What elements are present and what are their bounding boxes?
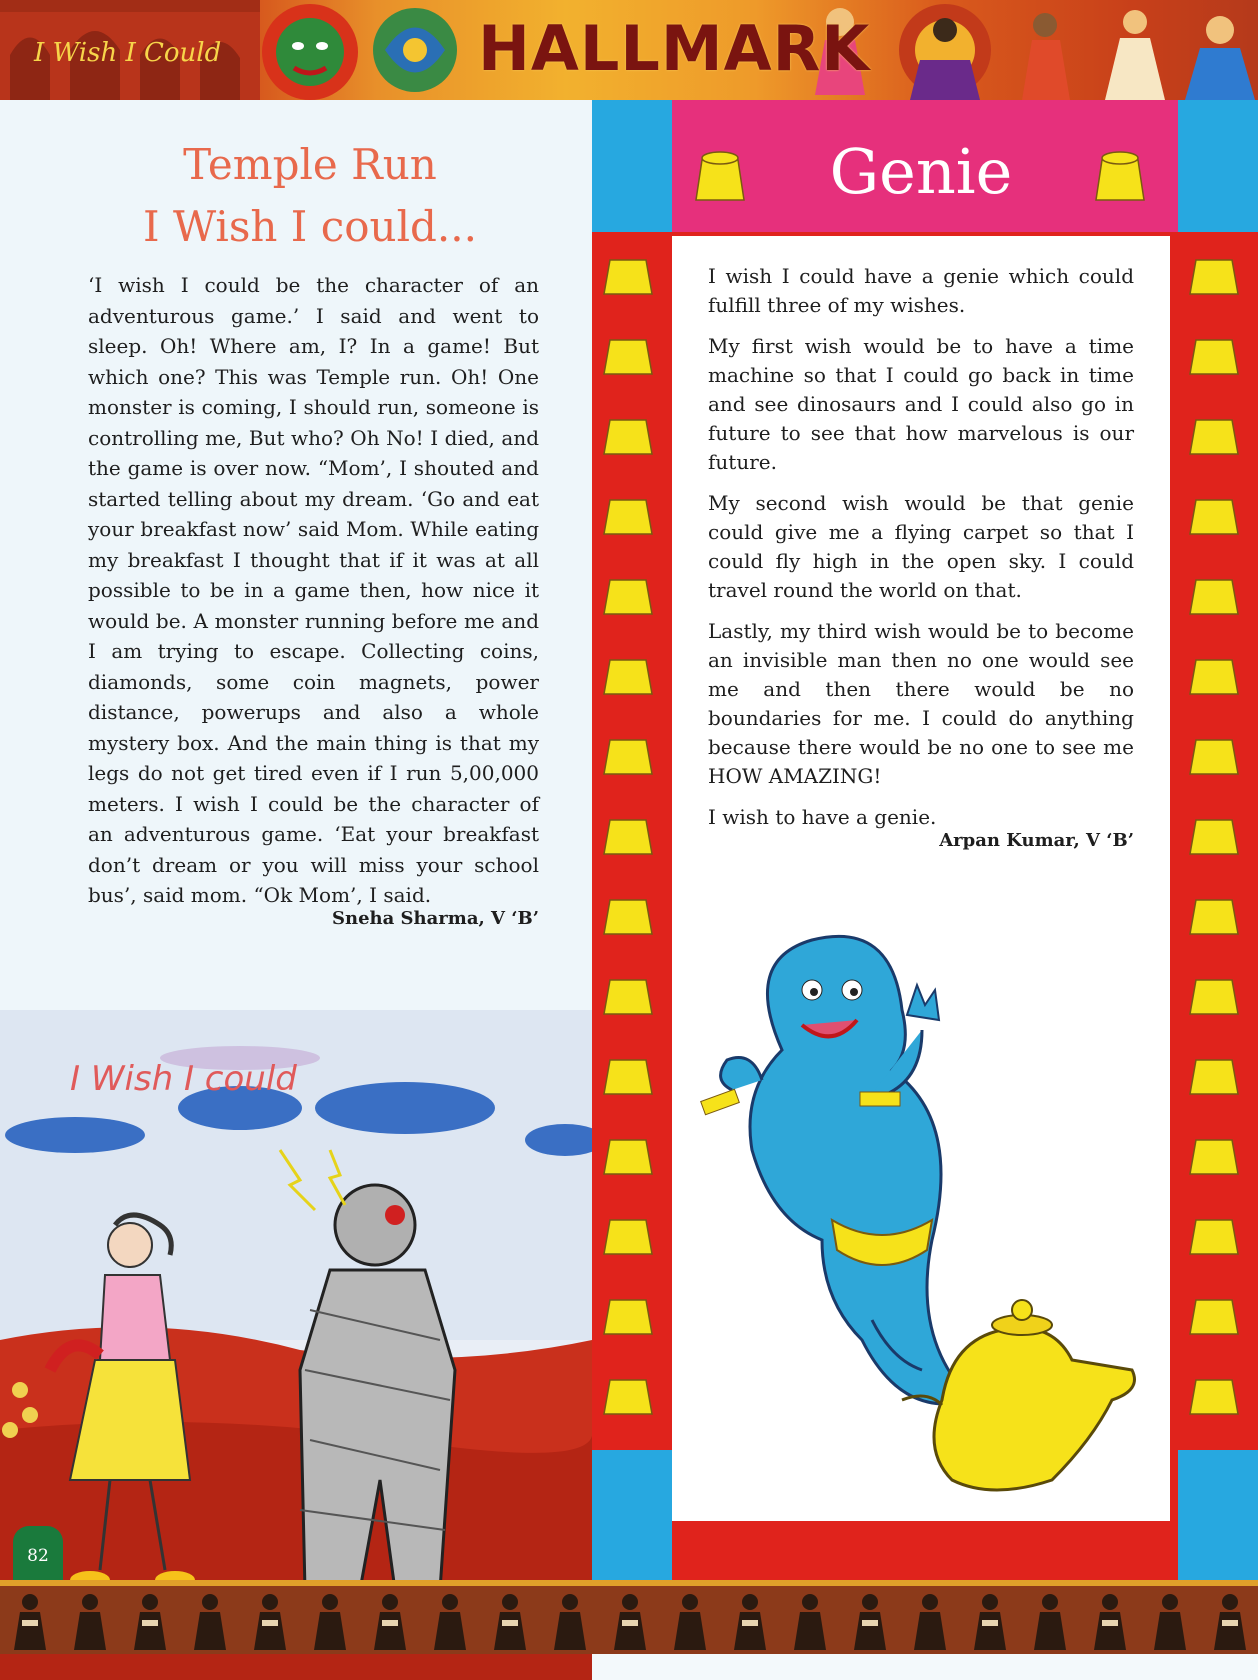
drawing-caption: I Wish I could [70, 1059, 297, 1099]
left-article [0, 100, 592, 1580]
genie-title: Genie [829, 135, 1013, 208]
left-article-body: ‘I wish I could be the character of an adventurous game.’ I said and went to sleep. Oh! Where am, I? In a game! But which one? This was Temple run. Oh! One monster is coming, I should run, someone is controlling me, But who? Oh No! I died, and the game is over now. “Mom’, I shouted and started telling about my dream. ‘Go and eat your breakfast now’ said Mom. While eating my breakfast I thought that if it was at all possible to be in a game then, how nice it would be. A monster running before me and I am trying to escape. Collecting coins, diamonds, some coin magnets, power distance, powerups and also a whole mystery box. And the main thing is that my legs do not get tired even if I run 5,00,000 meters. I wish I could be the character of an adventurous game. ‘Eat your breakfast don’t dream or you will miss your school bus’, said mom. “Ok Mom’, I said. [88, 273, 539, 907]
kathakali-mask-art [250, 0, 480, 100]
right-article-body [708, 262, 1134, 844]
title-line-2: I Wish I could... [143, 202, 477, 251]
footer-border [0, 1580, 1258, 1654]
left-article-title [0, 134, 620, 258]
left-article-byline: Sneha Sharma, V ‘B’ [331, 908, 539, 929]
section-tag: I Wish I Could [34, 38, 222, 68]
right-article-byline: Arpan Kumar, V ‘B’ [939, 830, 1134, 851]
paragraph: My second wish would be that genie could give me a flying carpet so that I could fly high in the open sky. I could travel round the world on that. [708, 491, 1134, 602]
paragraph: My first wish would be to have a time machine so that I could go back in time and see dinosaurs and I could also go in future to see that how marvelous is our future. [708, 334, 1134, 474]
paragraph: I wish I could have a genie which could fulfill three of my wishes. [708, 264, 1134, 317]
warli-figures-art [0, 1580, 1258, 1654]
genie-drawing [672, 920, 1170, 1520]
magazine-title: HALLMARK [478, 12, 871, 85]
paragraph: Lastly, my third wish would be to become an invisible man then no one would see me and then there would be no boundaries for me. I could do anything because there would be no one to see me HOW AMAZING! [708, 619, 1134, 788]
title-line-1: Temple Run [183, 140, 437, 189]
paragraph: I wish to have a genie. [708, 805, 937, 829]
header-banner [0, 0, 1258, 100]
page-number: 82 [13, 1526, 63, 1580]
right-article [592, 100, 1258, 1580]
